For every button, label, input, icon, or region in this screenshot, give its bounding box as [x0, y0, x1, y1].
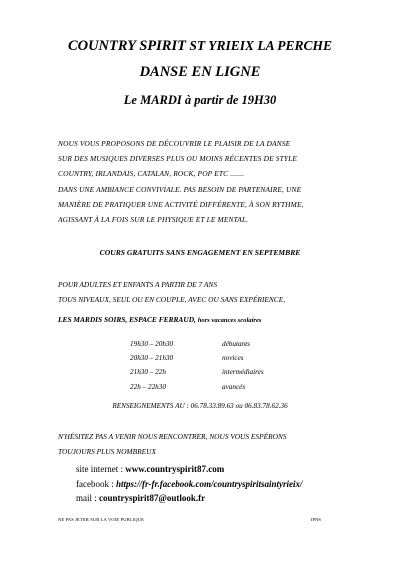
schedule-row	[130, 340, 370, 354]
club-location: ST YRIEIX LA PERCHE	[189, 38, 333, 53]
facebook-link[interactable]: https://fr-fr.facebook.com/countryspiritsaintyrieix/	[115, 478, 303, 489]
intro-paragraph-1	[58, 136, 358, 182]
intro-line: NOUS VOUS PROPOSONS DE DÉCOUVRIR LE PLAISIR DE LA DANSE	[58, 139, 291, 148]
closing-line: N'HÉSITEZ PAS A VENIR NOUS RENCONTRER, NOUS VOUS ESPÉRONS	[58, 432, 287, 441]
closing-line: TOUJOURS PLUS NOMBREUX	[58, 446, 156, 456]
schedule-level: intermédiaires	[222, 368, 264, 377]
footer-notice: NE PAS JETER SUR LA VOIE PUBLIQUE	[58, 517, 144, 522]
schedule-time: 20h30 – 21h30	[130, 354, 174, 363]
audience-info	[58, 277, 358, 307]
schedule-level: avancés	[222, 382, 246, 391]
schedule-row	[130, 368, 370, 382]
schedule-time: 19h30 – 20h30	[130, 340, 174, 348]
website-line	[76, 462, 396, 477]
schedule-level: débutants	[222, 340, 250, 348]
facebook-label: facebook :	[76, 478, 116, 489]
mail-link[interactable]: countryspirit87@outlook.fr	[99, 493, 206, 503]
intro-line: AGISSANT À LA FOIS SUR LE PHYSIQUE ET LE MENTAL.	[58, 215, 249, 225]
free-courses-notice: COURS GRATUITS SANS ENGAGEMENT EN SEPTEMBRE	[99, 248, 301, 257]
venue-line	[58, 315, 358, 324]
schedule-time: 22h – 22h30	[130, 382, 166, 391]
closing-invitation	[58, 430, 358, 459]
website-label: site internet :	[76, 464, 126, 474]
audience-line: POUR ADULTES ET ENFANTS A PARTIR DE 7 ANS	[58, 280, 218, 289]
schedule-row	[130, 383, 370, 397]
mail-label: mail :	[76, 493, 99, 503]
facebook-line	[76, 477, 396, 492]
club-title	[0, 38, 400, 55]
intro-line: SUR DES MUSIQUES DIVERSES PLUS OU MOINS RÉCENTES DE STYLE	[58, 154, 298, 164]
footer-ipns: IPNS	[311, 517, 321, 522]
venue-note: hors vacances scolaires	[197, 317, 262, 324]
audience-line: TOUS NIVEAUX, SEUL OU EN COUPLE, AVEC OU SANS EXPÉRIENCE,	[58, 295, 286, 304]
mail-line	[76, 491, 396, 506]
schedule-level: novices	[222, 354, 244, 363]
schedule-table	[130, 340, 370, 397]
contact-block	[76, 462, 396, 506]
activity-title: DANSE EN LIGNE	[139, 64, 261, 80]
intro-line: MANIÈRE DE PRATIQUER UNE ACTIVITÉ DIFFÉRENTE, À SON RYTHME,	[58, 200, 304, 210]
schedule-headline: Le MARDI à partir de 19H30	[123, 93, 277, 107]
venue-main: LES MARDIS SOIRS, ESPACE FERRAUD,	[58, 315, 196, 324]
schedule-time: 21h30 – 22h	[130, 368, 166, 377]
schedule-row	[130, 354, 370, 368]
contact-phones: RENSEIGNEMENTS AU : 06.78.33.89.63 ou 06.83.78.62.36	[112, 402, 288, 410]
website-link[interactable]: www.countryspirit87.com	[125, 464, 225, 474]
intro-line: COUNTRY, IRLANDAIS, CATALAN, ROCK, POP ETC .......	[58, 169, 245, 179]
intro-paragraph-2	[58, 182, 358, 228]
intro-line: DANS UNE AMBIANCE CONVIVIALE. PAS BESOIN DE PARTENAIRE, UNE	[58, 185, 302, 194]
club-name: COUNTRY SPIRIT	[67, 38, 186, 54]
